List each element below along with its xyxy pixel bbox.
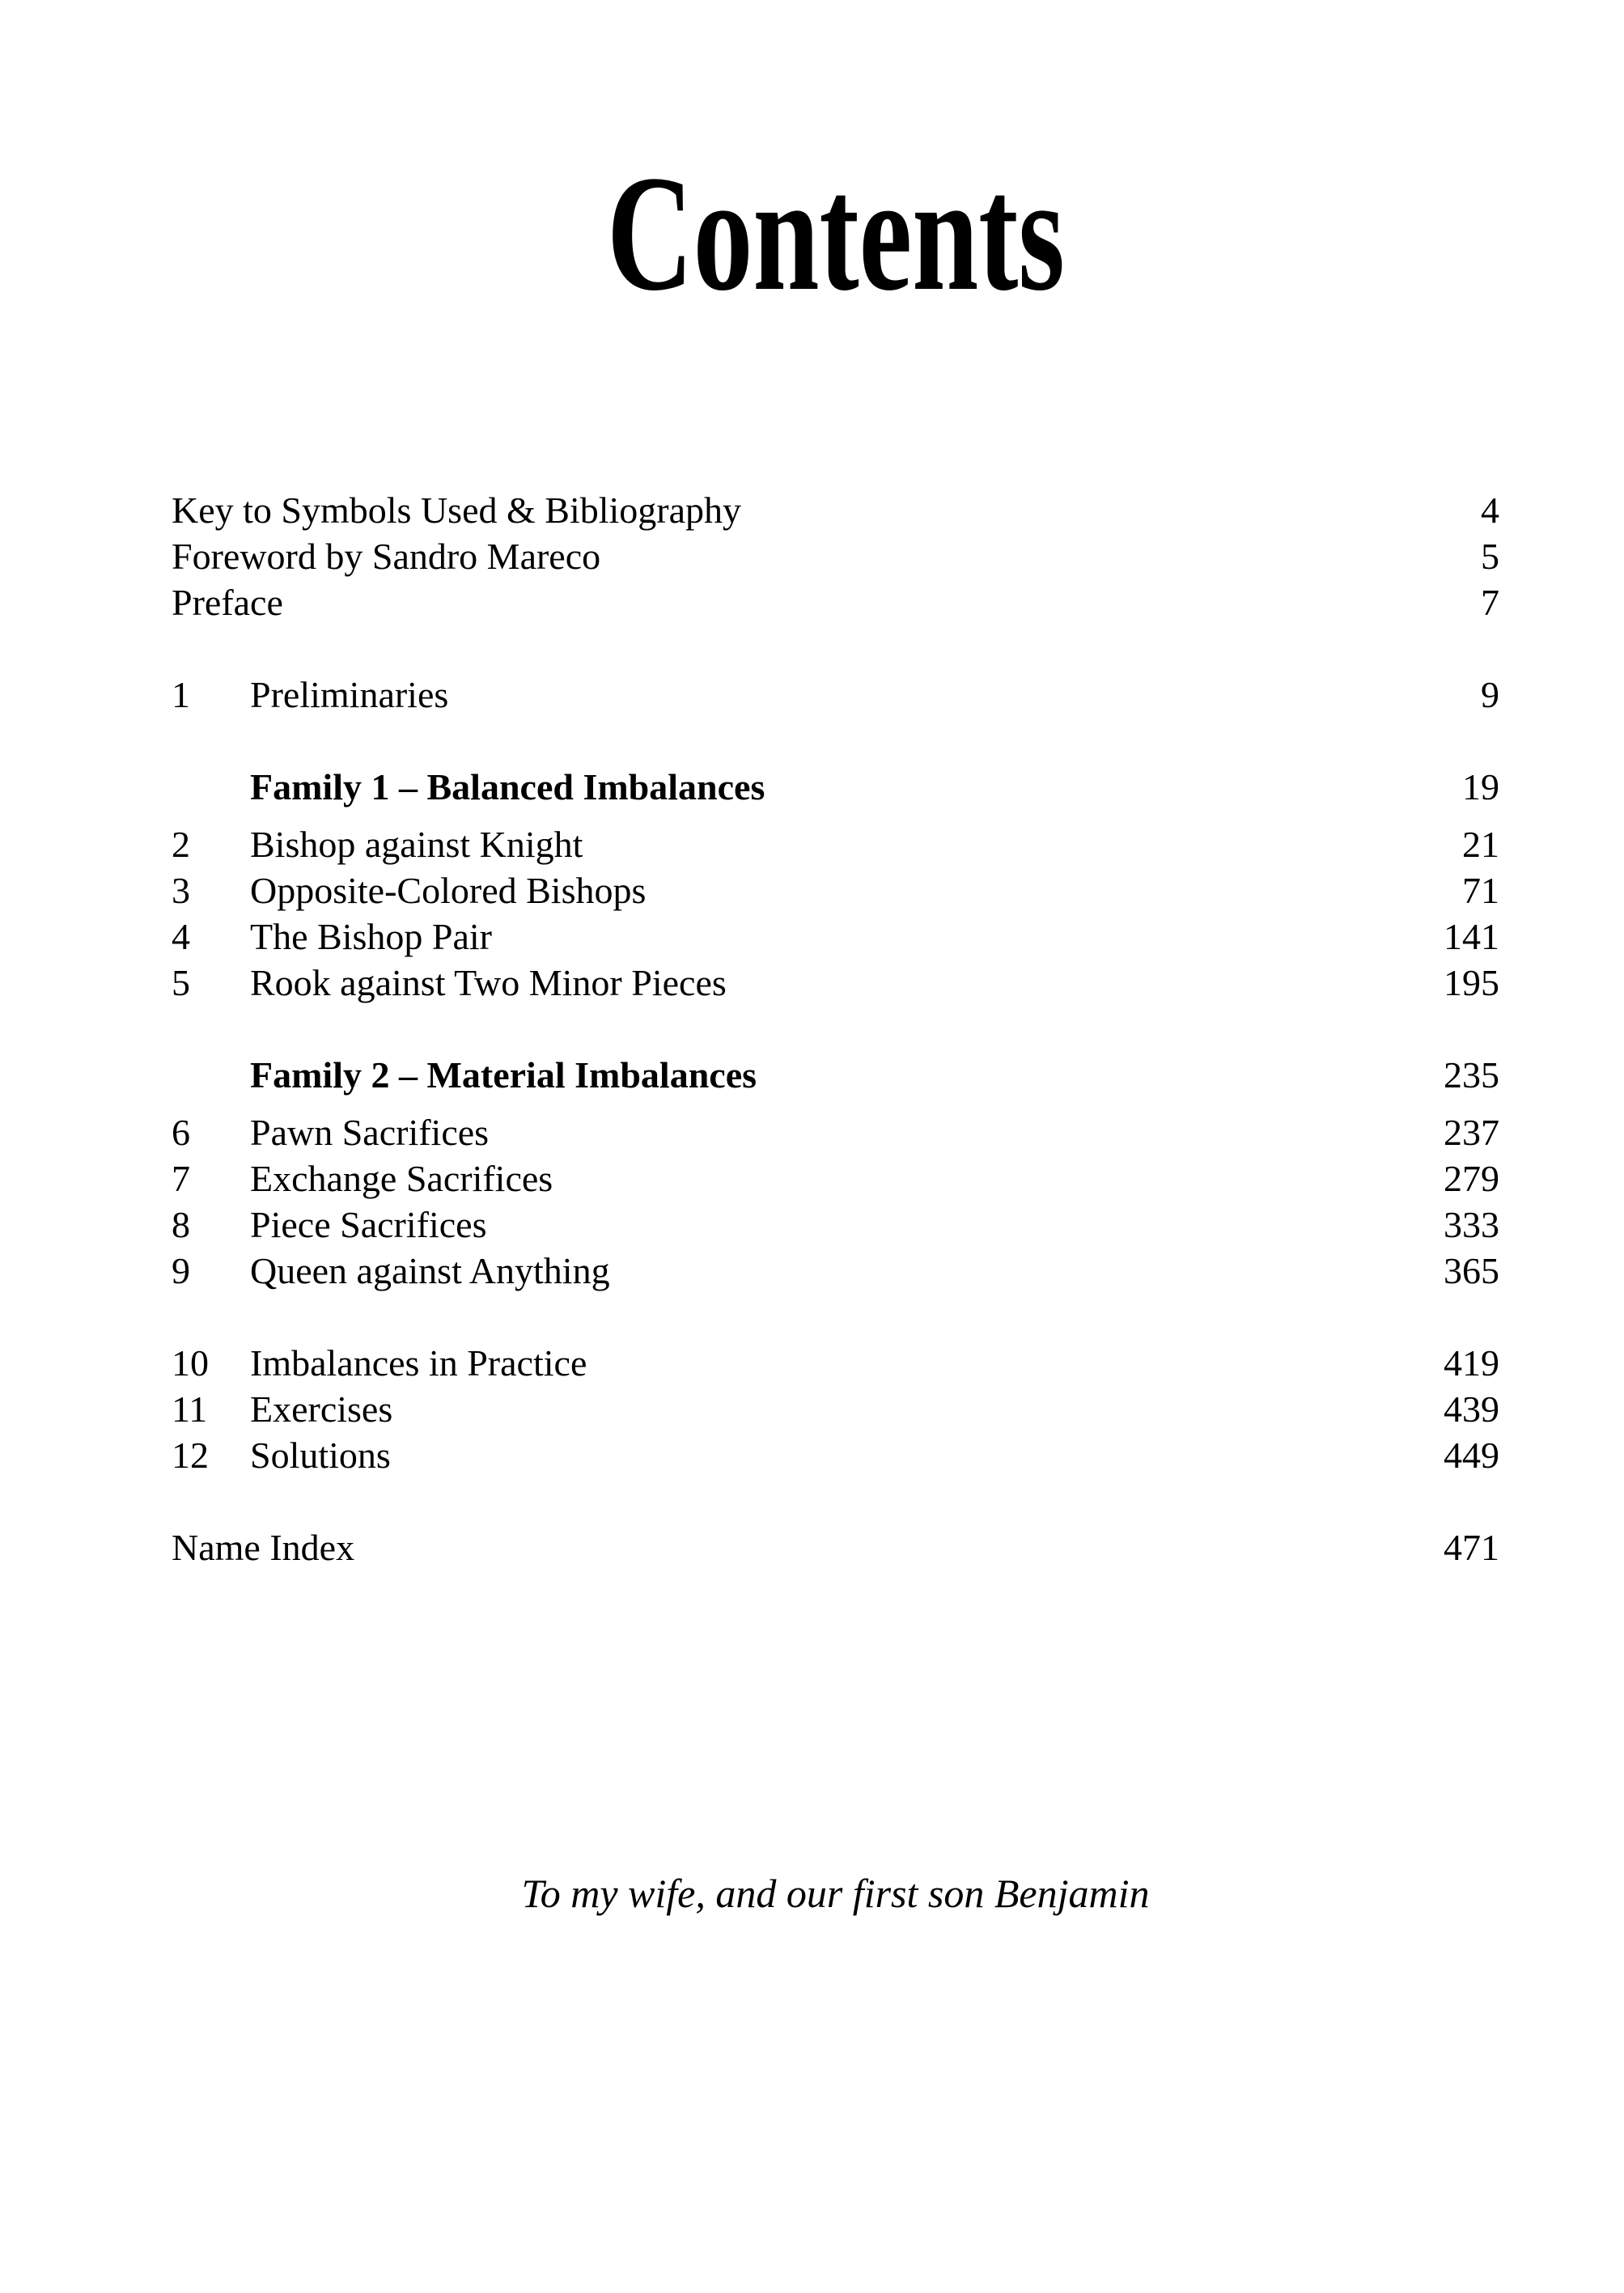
chapter-number: 1 bbox=[172, 674, 190, 715]
toc-row bbox=[172, 1052, 1499, 1098]
chapter-number: 6 bbox=[172, 1112, 190, 1153]
page-number: 19 bbox=[1462, 766, 1499, 807]
chapter-title: Piece Sacrifices bbox=[250, 1204, 487, 1245]
toc-row bbox=[172, 1155, 1499, 1202]
chapter-title: Pawn Sacrifices bbox=[250, 1112, 490, 1153]
page-number: 333 bbox=[1444, 1204, 1499, 1245]
toc-row bbox=[172, 1386, 1499, 1432]
chapter-title: Solutions bbox=[250, 1435, 391, 1476]
chapter-title: Family 1 – Balanced Imbalances bbox=[250, 766, 765, 807]
toc-row bbox=[172, 1432, 1499, 1478]
page-number: 439 bbox=[1444, 1388, 1499, 1430]
chapter-title: Bishop against Knight bbox=[250, 824, 583, 865]
page-title: Contents bbox=[606, 142, 1065, 325]
page-number: 9 bbox=[1481, 674, 1499, 715]
chapter-number: 8 bbox=[172, 1204, 190, 1245]
page-number: 471 bbox=[1444, 1527, 1499, 1568]
chapter-title: Exercises bbox=[250, 1388, 393, 1430]
chapter-title: Preliminaries bbox=[250, 674, 449, 715]
chapter-title: Foreword by Sandro Mareco bbox=[172, 536, 601, 577]
chapter-number: 11 bbox=[172, 1388, 208, 1430]
chapter-number: 12 bbox=[172, 1435, 209, 1476]
chapter-title: Preface bbox=[172, 582, 283, 623]
page-number: 235 bbox=[1444, 1054, 1499, 1096]
page-number: 5 bbox=[1481, 536, 1499, 577]
chapter-number: 7 bbox=[172, 1158, 190, 1199]
chapter-title: Imbalances in Practice bbox=[250, 1342, 587, 1384]
toc-row bbox=[172, 1202, 1499, 1248]
toc-row bbox=[172, 913, 1499, 960]
page-number: 71 bbox=[1462, 870, 1499, 911]
page-number: 21 bbox=[1462, 824, 1499, 865]
toc-list bbox=[172, 487, 1499, 1570]
chapter-title: Family 2 – Material Imbalances bbox=[250, 1054, 757, 1096]
toc-row bbox=[172, 764, 1499, 810]
page-number: 141 bbox=[1444, 916, 1499, 957]
toc-group bbox=[172, 1340, 1499, 1478]
chapter-number: 4 bbox=[172, 916, 190, 957]
chapter-number: 5 bbox=[172, 962, 190, 1003]
chapter-number: 10 bbox=[172, 1342, 209, 1384]
toc-row bbox=[172, 1109, 1499, 1155]
page-number: 419 bbox=[1444, 1342, 1499, 1384]
chapter-title: Rook against Two Minor Pieces bbox=[250, 962, 727, 1003]
chapter-title: The Bishop Pair bbox=[250, 916, 492, 957]
toc-group bbox=[172, 487, 1499, 625]
toc-row bbox=[172, 867, 1499, 913]
page-number: 237 bbox=[1444, 1112, 1499, 1153]
chapter-number: 2 bbox=[172, 824, 190, 865]
page-number: 7 bbox=[1481, 582, 1499, 623]
toc-group bbox=[172, 672, 1499, 718]
chapter-title: Name Index bbox=[172, 1527, 355, 1568]
toc-row bbox=[172, 821, 1499, 867]
chapter-title: Exchange Sacrifices bbox=[250, 1158, 553, 1199]
page-number: 4 bbox=[1481, 490, 1499, 531]
chapter-title: Opposite-Colored Bishops bbox=[250, 870, 647, 911]
chapter-title: Queen against Anything bbox=[250, 1250, 610, 1291]
toc-row bbox=[172, 1524, 1499, 1570]
toc-row bbox=[172, 960, 1499, 1006]
toc-row bbox=[172, 1248, 1499, 1294]
toc-row bbox=[172, 672, 1499, 718]
dedication-text: To my wife, and our first son Benjamin bbox=[521, 1871, 1150, 1916]
page-number: 195 bbox=[1444, 962, 1499, 1003]
page-number: 279 bbox=[1444, 1158, 1499, 1199]
page-number: 449 bbox=[1444, 1435, 1499, 1476]
toc-row bbox=[172, 1340, 1499, 1386]
chapter-title: Key to Symbols Used & Bibliography bbox=[172, 490, 742, 531]
page-title-wrap bbox=[172, 142, 1499, 325]
toc-group bbox=[172, 1052, 1499, 1294]
chapter-number: 9 bbox=[172, 1250, 190, 1291]
toc-group bbox=[172, 1524, 1499, 1570]
toc-row bbox=[172, 487, 1499, 533]
toc-row bbox=[172, 533, 1499, 579]
page-number: 365 bbox=[1444, 1250, 1499, 1291]
toc-row bbox=[172, 579, 1499, 625]
chapter-number: 3 bbox=[172, 870, 190, 911]
toc-group bbox=[172, 764, 1499, 1006]
